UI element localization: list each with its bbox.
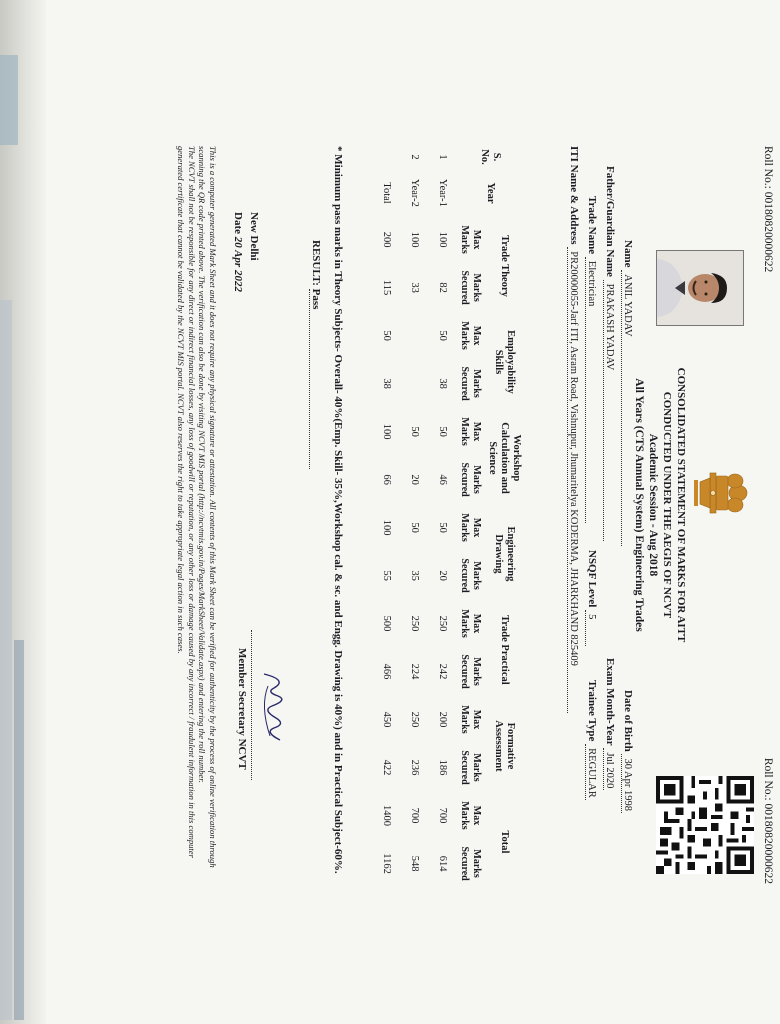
table-row — [400, 146, 428, 890]
cell: 700 — [409, 807, 420, 824]
issue-date: Date 20 Apr 2022 — [232, 212, 244, 292]
max-marks-header: Max Marks — [459, 801, 482, 830]
cell: 100 — [437, 231, 448, 248]
marks-secured-header: Marks Secured — [459, 558, 482, 593]
cell: 100 — [381, 519, 392, 536]
cell: 35 — [409, 570, 420, 581]
cell: 50 — [437, 426, 448, 437]
cell: 50 — [381, 330, 392, 341]
group-header: Employability Skills — [493, 330, 516, 394]
national-emblem-icon — [690, 464, 752, 522]
table-row-total — [372, 146, 400, 890]
max-marks-header: Max Marks — [459, 321, 482, 350]
trade-name-field: Trade Name Electrician — [585, 196, 598, 523]
cell: 46 — [437, 474, 448, 485]
marks-secured-header: Marks Secured — [459, 846, 482, 881]
row-sno: 1 — [437, 154, 448, 160]
document-headings — [632, 340, 688, 670]
cell: 242 — [437, 663, 448, 680]
roll-number-right: Roll No.: 00180820000622 — [762, 757, 774, 884]
disclaimer — [176, 146, 218, 881]
cell: 50 — [437, 522, 448, 533]
marks-secured-header: Marks Secured — [459, 654, 482, 689]
cell: 200 — [381, 231, 392, 248]
cell: 1400 — [381, 805, 392, 827]
candidate-photo — [656, 250, 744, 326]
cell: 500 — [381, 615, 392, 632]
cell: 50 — [437, 330, 448, 341]
marks-secured-header: Marks Secured — [459, 750, 482, 785]
cell: 200 — [437, 711, 448, 728]
disclaimer-liability: The NCVT shall not be responsible for any direct or indirect financial losses, any loss of goodwill or reputation, or any other loss or damage caused by any incorrect / fraudulent information in this computer generated certificate that cannot be validated by the NCVT MIS portal. NCVT also reserves the right to take appropriate legal action in such cases. — [176, 146, 197, 858]
marks-table — [372, 146, 524, 890]
marks-table-group-header — [484, 146, 524, 890]
signature-icon — [254, 666, 294, 756]
marks-secured-header: Marks Secured — [459, 462, 482, 497]
result-field: RESULT: Pass — [309, 240, 322, 469]
cell: 250 — [409, 615, 420, 632]
minimum-pass-note: * Minimum pass marks in Theory Subjects- Overall- 40%(Emp. Skill- 35%,Workshop cal. & sc. and Engg. Drawing is 40%) and in Practical Subject-60%. — [332, 146, 344, 874]
member-secretary-label: Member Secretary NCVT — [236, 648, 248, 770]
group-header: Workshop Calculation and Science — [487, 422, 522, 494]
cell: 250 — [409, 711, 420, 728]
marks-secured-header: Marks Secured — [459, 270, 482, 305]
group-header: Trade Practical — [499, 615, 510, 685]
row-year: Year-1 — [437, 179, 448, 207]
group-header: Formative Assessment — [493, 720, 516, 772]
marks-table-sub-header — [456, 146, 484, 890]
mark-sheet — [170, 130, 780, 890]
cell: 250 — [437, 615, 448, 632]
cell: 20 — [437, 570, 448, 581]
cell: 50 — [409, 522, 420, 533]
sno-header: S. No. — [479, 149, 502, 165]
document-subtitle: All Years (CTS Annual System) Engineering Trades — [633, 378, 645, 632]
issue-place: New Delhi — [248, 212, 260, 261]
cell: 1162 — [381, 853, 392, 874]
cell: 66 — [381, 474, 392, 485]
cell — [400, 314, 428, 357]
scan-edge — [0, 0, 46, 1024]
nsqf-level-field: NSQF Level 5 — [585, 550, 598, 646]
group-header: Engineering Drawing — [493, 526, 516, 582]
table-row — [428, 146, 456, 890]
max-marks-header: Max Marks — [459, 705, 482, 734]
cell: 224 — [409, 663, 420, 680]
roll-number-left: Roll No.: 00180820000622 — [762, 146, 774, 273]
cell — [400, 357, 428, 410]
row-year: Total — [381, 182, 392, 204]
father-name-field: Father/Guardian Name PRAKASH YADAV — [603, 166, 616, 541]
cell: 548 — [409, 855, 420, 872]
cell: 82 — [437, 282, 448, 293]
row-year: Year-2 — [409, 179, 420, 207]
cell: 100 — [409, 231, 420, 248]
max-marks-header: Max Marks — [459, 513, 482, 542]
trainee-type-field: Trainee Type REGULAR — [586, 680, 598, 798]
document-title: CONSOLIDATED STATEMENT OF MARKS FOR AITT CONDUCTED UNDER THE AEGIS OF NCVT — [661, 367, 687, 643]
cell: 450 — [381, 711, 392, 728]
cell: 236 — [409, 759, 420, 776]
cell: 20 — [409, 474, 420, 485]
cell: 38 — [437, 378, 448, 389]
cell: 186 — [437, 759, 448, 776]
cell: 700 — [437, 807, 448, 824]
iti-address-field: ITI Name & Address PR20000055-Jarf ITI, Asram Road, Vishnupur, Jhumaritelya KODERMA, JHARKHAND 825409 — [567, 146, 580, 713]
cell: 614 — [437, 855, 448, 872]
max-marks-header: Max Marks — [459, 609, 482, 638]
group-header: Trade Theory — [499, 235, 510, 297]
year-header: Year — [485, 182, 496, 204]
max-marks-header: Max Marks — [459, 417, 482, 446]
academic-session: Academic Session - Aug 2018 — [647, 433, 659, 577]
group-header: Total — [499, 830, 510, 854]
row-sno: 2 — [409, 154, 420, 160]
cell: 33 — [409, 282, 420, 293]
cell: 38 — [381, 378, 392, 389]
cell: 55 — [381, 570, 392, 581]
cell: 100 — [381, 423, 392, 440]
max-marks-header: Max Marks — [459, 225, 482, 254]
marks-secured-header: Marks Secured — [459, 366, 482, 401]
row-sno — [372, 146, 400, 168]
disclaimer-verification: This is a computer generated Mark Sheet and it does not require any physical signature or attestation. All contents of this Mark Sheet can be verified for authenticity by the process of online verification through scanning the QR code printed above. The verification can also be done by visiting NCVT MIS portal (http://ncvtmis.gov.in/Pages/MarkSheet/Validate.aspx) and entering the roll number. — [197, 146, 218, 868]
dob-field: Date of Birth 30 Apr 1998 — [622, 690, 634, 811]
name-field: Name ANIL YADAV — [621, 240, 634, 546]
cell: 422 — [381, 759, 392, 776]
cell: 50 — [409, 426, 420, 437]
signature-line — [251, 630, 252, 780]
exam-month-year-field: Exam Month-Year Jul 2020 — [604, 658, 616, 789]
cell: 466 — [381, 663, 392, 680]
cell: 115 — [381, 279, 392, 296]
qr-code-icon — [656, 776, 754, 874]
